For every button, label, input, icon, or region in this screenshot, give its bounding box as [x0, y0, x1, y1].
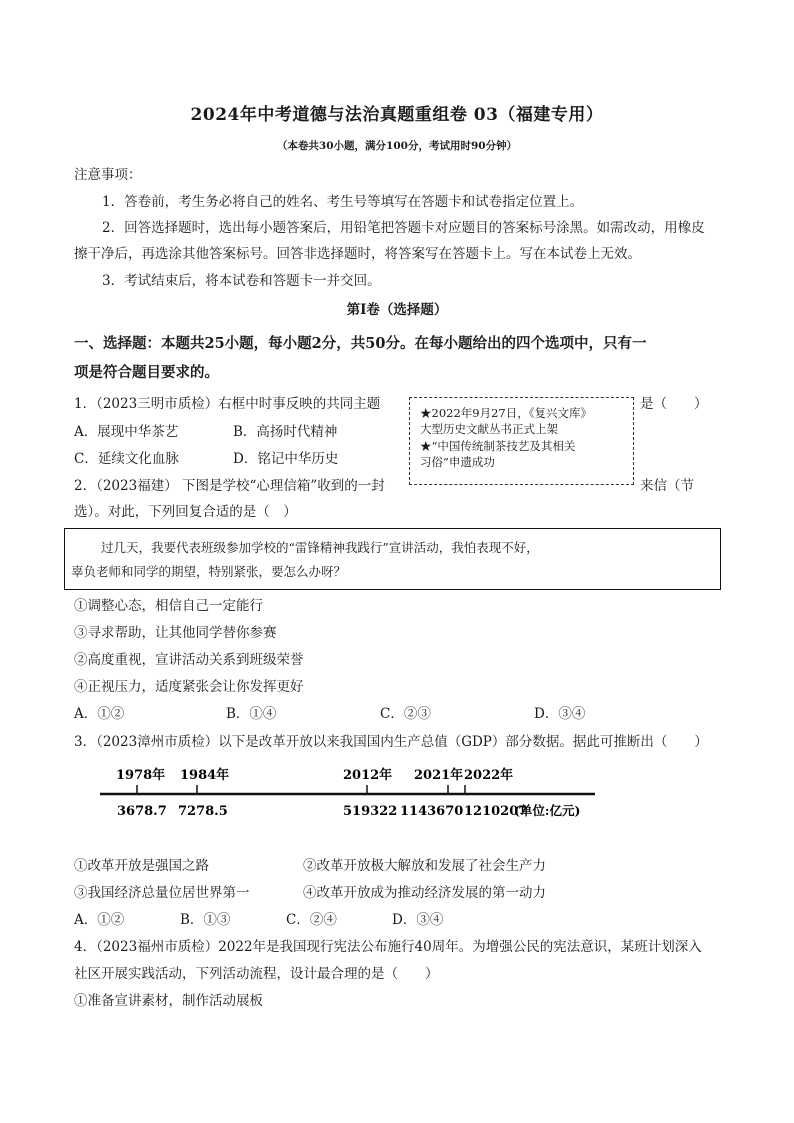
- timeline-unit: (单位:亿元): [514, 803, 581, 818]
- q1-stem-tail: 是（ ）: [640, 396, 708, 412]
- q3-stem: 3．（2023漳州市质检）以下是改革开放以来我国国内生产总值（GDP）部分数据。据此可推断出（ ）: [74, 734, 708, 750]
- timeline-value: 1210207: [464, 804, 528, 819]
- q3-option-c[interactable]: C．②④: [286, 912, 337, 928]
- timeline-value: 3678.7: [117, 804, 167, 819]
- q2-stem-tail: 来信（节: [640, 478, 694, 494]
- q2-statement: ②高度重视，宣讲活动关系到班级荣誉: [74, 652, 304, 668]
- q2-statement: ①调整心态，相信自己一定能行: [74, 598, 263, 614]
- q1-option-b[interactable]: B．高扬时代精神: [233, 424, 338, 440]
- q3-statement: ③我国经济总量位居世界第一: [74, 885, 250, 901]
- q1-stem: 1．（2023三明市质检）右框中时事反映的共同主题: [74, 396, 381, 412]
- timeline-value: 7278.5: [178, 804, 228, 819]
- q1-option-c[interactable]: C．延续文化血脉: [74, 451, 179, 467]
- q1-box-line: 习俗”申遗成功: [420, 455, 495, 469]
- page-title: 2024年中考道德与法治真题重组卷 03（福建专用）: [190, 105, 604, 125]
- q3-statement: ②改革开放极大解放和发展了社会生产力: [303, 858, 546, 874]
- timeline-value: 1143670: [400, 804, 464, 819]
- note-item: 1．答卷前，考生务必将自己的姓名、考生号等填写在答题卡和试卷指定位置上。: [102, 194, 584, 210]
- timeline-year: 2022年: [464, 768, 514, 783]
- timeline-year: 2012年: [343, 768, 393, 783]
- q2-stem: 2．（2023福建） 下图是学校“心理信箱”收到的一封: [74, 478, 385, 494]
- q2-letter-line: 辜负老师和同学的期望，特别紧张，要怎么办呀？: [71, 564, 347, 579]
- q1-option-d[interactable]: D．铭记中华历史: [233, 451, 339, 467]
- note-item: 2．回答选择题时，选出每小题答案后，用铅笔把答题卡对应题目的答案标号涂黑。如需改动，用橡皮: [102, 220, 705, 236]
- section-heading: 一、选择题：本题共25小题，每小题2分，共50分。在每小题给出的四个选项中，只有一: [74, 335, 647, 352]
- q2-stem-cont: 选）。对此，下列回复合适的是（ ）: [74, 504, 297, 520]
- note-item: 3．考试结束后，将本试卷和答题卡一并交回。: [102, 273, 381, 289]
- q3-option-d[interactable]: D．③④: [392, 912, 444, 928]
- q2-letter-line: 过几天，我要代表班级参加学校的“雷锋精神我践行”宣讲活动，我怕表现不好，: [101, 540, 539, 555]
- gdp-timeline: [0, 760, 794, 830]
- section-heading: 项是符合题目要求的。: [74, 364, 219, 381]
- q3-option-a[interactable]: A．①②: [74, 912, 125, 928]
- q3-statement: ①改革开放是强国之路: [74, 858, 209, 874]
- q4-statement: ①准备宣讲素材，制作活动展板: [74, 993, 263, 1009]
- timeline-year: 1984年: [180, 768, 230, 783]
- q2-letter-box: [64, 528, 721, 590]
- q2-statement: ④正视压力，适度紧张会让你发挥更好: [74, 679, 304, 695]
- q1-news-box: [409, 397, 634, 485]
- notes-heading: 注意事项：: [74, 167, 142, 183]
- q2-option-b[interactable]: B．①④: [226, 706, 277, 722]
- q1-option-a[interactable]: A．展现中华茶艺: [74, 424, 179, 440]
- q1-box-line: ★2022年9月27日，《复兴文库》: [420, 406, 592, 420]
- q2-statement: ③寻求帮助，让其他同学替你参赛: [74, 625, 277, 641]
- note-item: 擦干净后，再选涂其他答案标号。回答非选择题时，将答案写在答题卡上。写在本试卷上无效。: [74, 246, 641, 262]
- q3-option-b[interactable]: B．①③: [180, 912, 231, 928]
- q4-stem: 4．（2023福州市质检）2022年是我国现行宪法公布施行40周年。为增强公民的宪法意识，某班计划深入: [74, 939, 702, 955]
- q1-box-line: ★“中国传统制茶技艺及其相关: [420, 439, 576, 453]
- q2-option-d[interactable]: D．③④: [534, 706, 586, 722]
- timeline-year: 1978年: [116, 768, 166, 783]
- page-subtitle: （本卷共30小题，满分100分，考试用时90分钟）: [276, 140, 518, 152]
- q2-option-c[interactable]: C．②③: [380, 706, 431, 722]
- q1-box-line: 大型历史文献丛书正式上架: [420, 422, 558, 436]
- q4-stem-cont: 社区开展实践活动，下列活动流程，设计最合理的是（ ）: [74, 966, 439, 982]
- q2-option-a[interactable]: A．①②: [74, 706, 125, 722]
- part-title: 第Ⅰ卷（选择题）: [346, 302, 448, 318]
- q3-statement: ④改革开放成为推动经济发展的第一动力: [303, 885, 546, 901]
- timeline-year: 2021年: [414, 768, 464, 783]
- timeline-value: 519322: [343, 804, 398, 819]
